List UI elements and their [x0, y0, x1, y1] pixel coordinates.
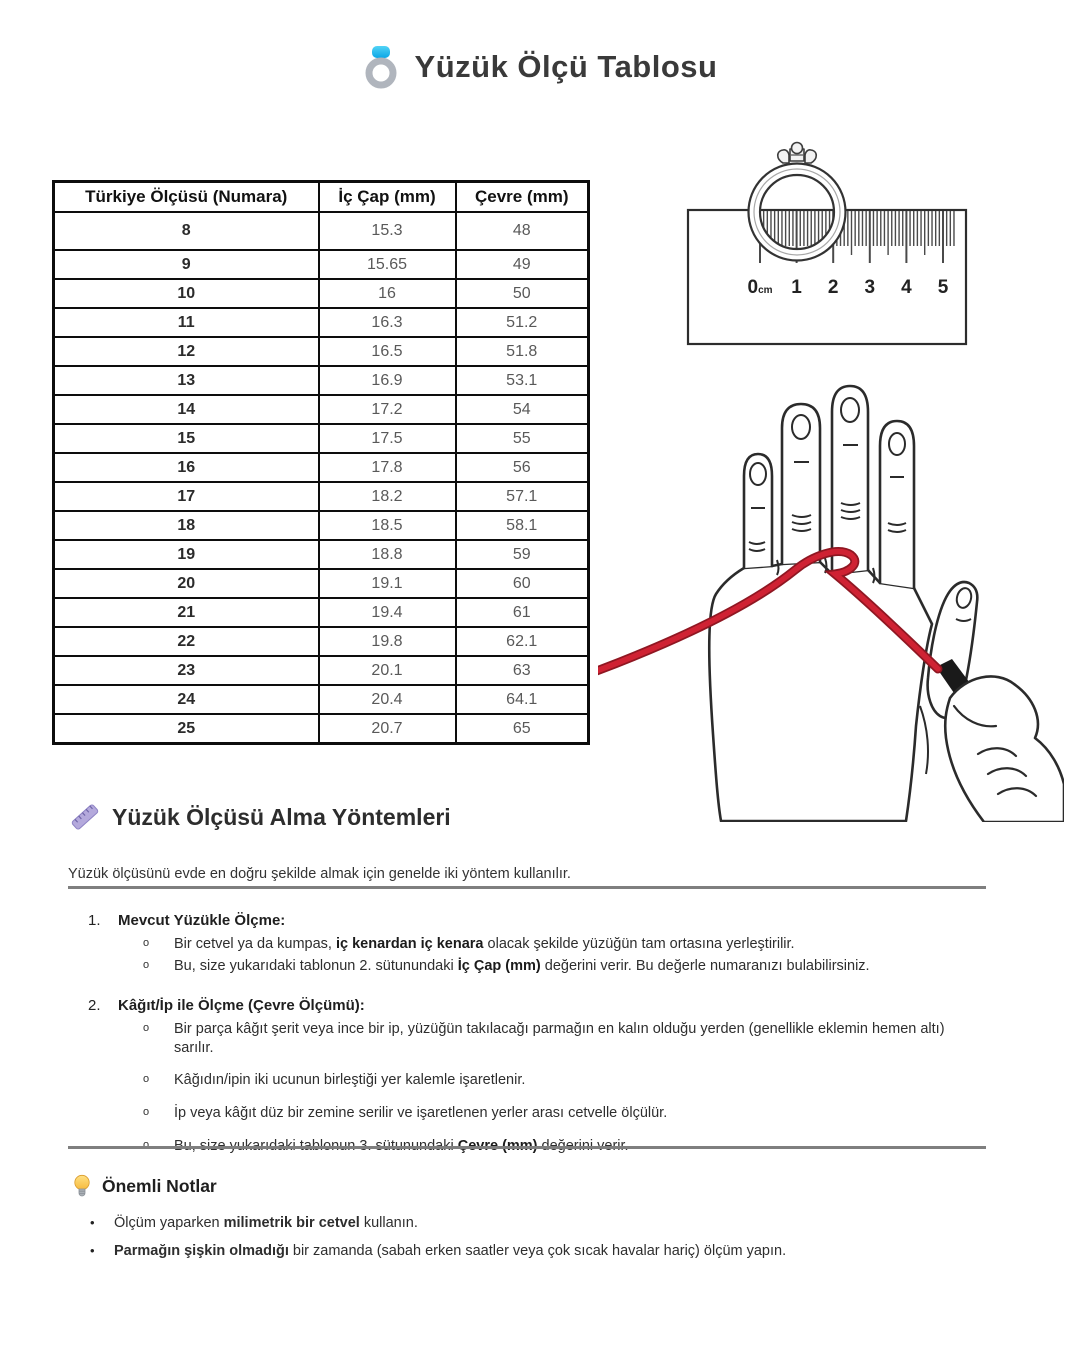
table-cell: 17.5: [319, 424, 456, 453]
table-row: [54, 279, 589, 308]
table-cell: 59: [456, 540, 589, 569]
notes-title: Önemli Notlar: [102, 1175, 217, 1196]
table-row: [54, 656, 589, 685]
notes-heading: [72, 1174, 217, 1198]
table-row: [54, 212, 589, 250]
ring-size-table: [52, 180, 590, 745]
table-cell: 57.1: [456, 482, 589, 511]
table-cell: 51.2: [456, 308, 589, 337]
table-cell: 20.4: [319, 685, 456, 714]
circle-bullet-icon: o: [142, 1021, 150, 1034]
page-title: Yüzük Ölçü Tablosu: [414, 49, 718, 84]
ruler-number-label: 2: [827, 277, 839, 298]
table-cell: 10: [54, 279, 319, 308]
table-cell: 19: [54, 540, 319, 569]
table-cell: 22: [54, 627, 319, 656]
table-cell: 16: [54, 453, 319, 482]
method-bullet: o İp veya kâğıt düz bir zemine serilir ve işaretlenen yerler arası cetvelle ölçülür.: [118, 1104, 988, 1123]
method-bullet: o Bu, size yukarıdaki tablonun 2. sütunundaki İç Çap (mm) değerini verir. Bu değerle numaranızı bulabilirsiniz.: [118, 957, 988, 976]
table-cell: 21: [54, 598, 319, 627]
ruler-icon: [70, 802, 100, 832]
item-number: 2.: [88, 996, 101, 1014]
item-number: 1.: [88, 912, 101, 929]
table-row: [54, 511, 589, 540]
note-bullet: • Ölçüm yaparken milimetrik bir cetvel kullanın.: [90, 1215, 418, 1231]
table-row: [54, 337, 589, 366]
table-cell: 15: [54, 424, 319, 453]
circle-bullet-icon: o: [142, 1106, 150, 1119]
title-bar: [0, 44, 1080, 90]
table-cell: 58.1: [456, 511, 589, 540]
table-header-cell: Çevre (mm): [456, 182, 589, 213]
notes-list: [90, 1214, 980, 1270]
table-row: [54, 250, 589, 279]
table-row: [54, 569, 589, 598]
table-row: [54, 366, 589, 395]
table-header-cell: Türkiye Ölçüsü (Numara): [54, 182, 319, 213]
table-header-cell: İç Çap (mm): [319, 182, 456, 213]
table-row: [54, 598, 589, 627]
ruler-number-label: 1: [791, 277, 802, 298]
table-cell: 56: [456, 453, 589, 482]
method-item-1: [88, 912, 988, 979]
table-cell: 23: [54, 656, 319, 685]
table-cell: 48: [456, 212, 589, 250]
methods-heading: [70, 802, 451, 832]
table-cell: 18.8: [319, 540, 456, 569]
method-item-2: [88, 997, 988, 1170]
table-cell: 15.65: [319, 250, 456, 279]
table-cell: 15.3: [319, 212, 456, 250]
circle-bullet-icon: o: [142, 937, 150, 949]
table-cell: 18.5: [319, 511, 456, 540]
table-cell: 25: [54, 714, 319, 744]
method-bullet: o Bir parça kâğıt şerit veya ince bir ip, yüzüğün takılacağı parmağın en kalın olduğu yerden (genellikle eklemin hemen altı) sarılır.: [118, 1020, 988, 1058]
table-row: [54, 714, 589, 744]
table-cell: 19.4: [319, 598, 456, 627]
ring-on-ruler-figure: [680, 133, 977, 357]
method-title: Kâğıt/İp ile Ölçme (Çevre Ölçümü):: [118, 996, 365, 1014]
dot-bullet-icon: •: [90, 1215, 95, 1230]
table-cell: 63: [456, 656, 589, 685]
table-cell: 8: [54, 212, 319, 250]
table-cell: 24: [54, 685, 319, 714]
table-cell: 62.1: [456, 627, 589, 656]
table-row: [54, 482, 589, 511]
table-cell: 16.3: [319, 308, 456, 337]
circle-bullet-icon: o: [142, 958, 150, 971]
table-cell: 17.2: [319, 395, 456, 424]
table-row: [54, 540, 589, 569]
table-cell: 13: [54, 366, 319, 395]
note-bullet: • Parmağın şişkin olmadığı bir zamanda (sabah erken saatler veya çok sıcak havalar hariç) ölçüm yapın.: [90, 1242, 787, 1259]
divider: [68, 886, 986, 889]
divider: [68, 1146, 986, 1149]
hand-string-figure: [598, 376, 1064, 822]
table-cell: 19.8: [319, 627, 456, 656]
table-row: [54, 424, 589, 453]
table-cell: 11: [54, 308, 319, 337]
table-cell: 9: [54, 250, 319, 279]
methods-title: Yüzük Ölçüsü Alma Yöntemleri: [112, 803, 451, 830]
ruler-number-label: 4: [901, 277, 912, 298]
method-title: Mevcut Yüzükle Ölçme:: [118, 912, 286, 929]
table-row: [54, 395, 589, 424]
table-row: [54, 685, 589, 714]
table-cell: 50: [456, 279, 589, 308]
ring-icon: [363, 44, 399, 90]
table-cell: 20: [54, 569, 319, 598]
table-cell: 16: [319, 279, 456, 308]
table-cell: 64.1: [456, 685, 589, 714]
table-row: [54, 627, 589, 656]
ruler-number-label: 5: [937, 277, 949, 298]
table-cell: 60: [456, 569, 589, 598]
table-cell: 16.5: [319, 337, 456, 366]
table-cell: 16.9: [319, 366, 456, 395]
table-cell: 20.1: [319, 656, 456, 685]
table-cell: 19.1: [319, 569, 456, 598]
circle-bullet-icon: o: [142, 1073, 150, 1086]
table-cell: 55: [456, 424, 589, 453]
method-bullet: o Kâğıdın/ipin iki ucunun birleştiği yer kalemle işaretlenir.: [118, 1071, 988, 1090]
table-cell: 18: [54, 511, 319, 540]
ruler-number-label: 0cm: [747, 277, 773, 298]
ruler-number-label: 3: [864, 277, 876, 298]
table-cell: 61: [456, 598, 589, 627]
table-cell: 20.7: [319, 714, 456, 744]
table-cell: 54: [456, 395, 589, 424]
table-cell: 51.8: [456, 337, 589, 366]
table-cell: 18.2: [319, 482, 456, 511]
table-row: [54, 308, 589, 337]
method-bullet: o Bir cetvel ya da kumpas, iç kenardan iç kenara olacak şekilde yüzüğün tam ortasına yerleştirilir.: [118, 935, 988, 954]
table-cell: 17: [54, 482, 319, 511]
table-cell: 65: [456, 714, 589, 744]
table-header-row: [54, 182, 589, 213]
table-cell: 17.8: [319, 453, 456, 482]
methods-intro: Yüzük ölçüsünü evde en doğru şekilde almak için genelde iki yöntem kullanılır.: [68, 865, 571, 882]
dot-bullet-icon: •: [90, 1242, 95, 1258]
lightbulb-icon: [72, 1174, 92, 1198]
table-cell: 53.1: [456, 366, 589, 395]
size-table-body: [54, 212, 589, 744]
table-cell: 49: [456, 250, 589, 279]
ring-gem-ornament: [778, 143, 817, 164]
table-cell: 14: [54, 395, 319, 424]
table-row: [54, 453, 589, 482]
table-cell: 12: [54, 337, 319, 366]
